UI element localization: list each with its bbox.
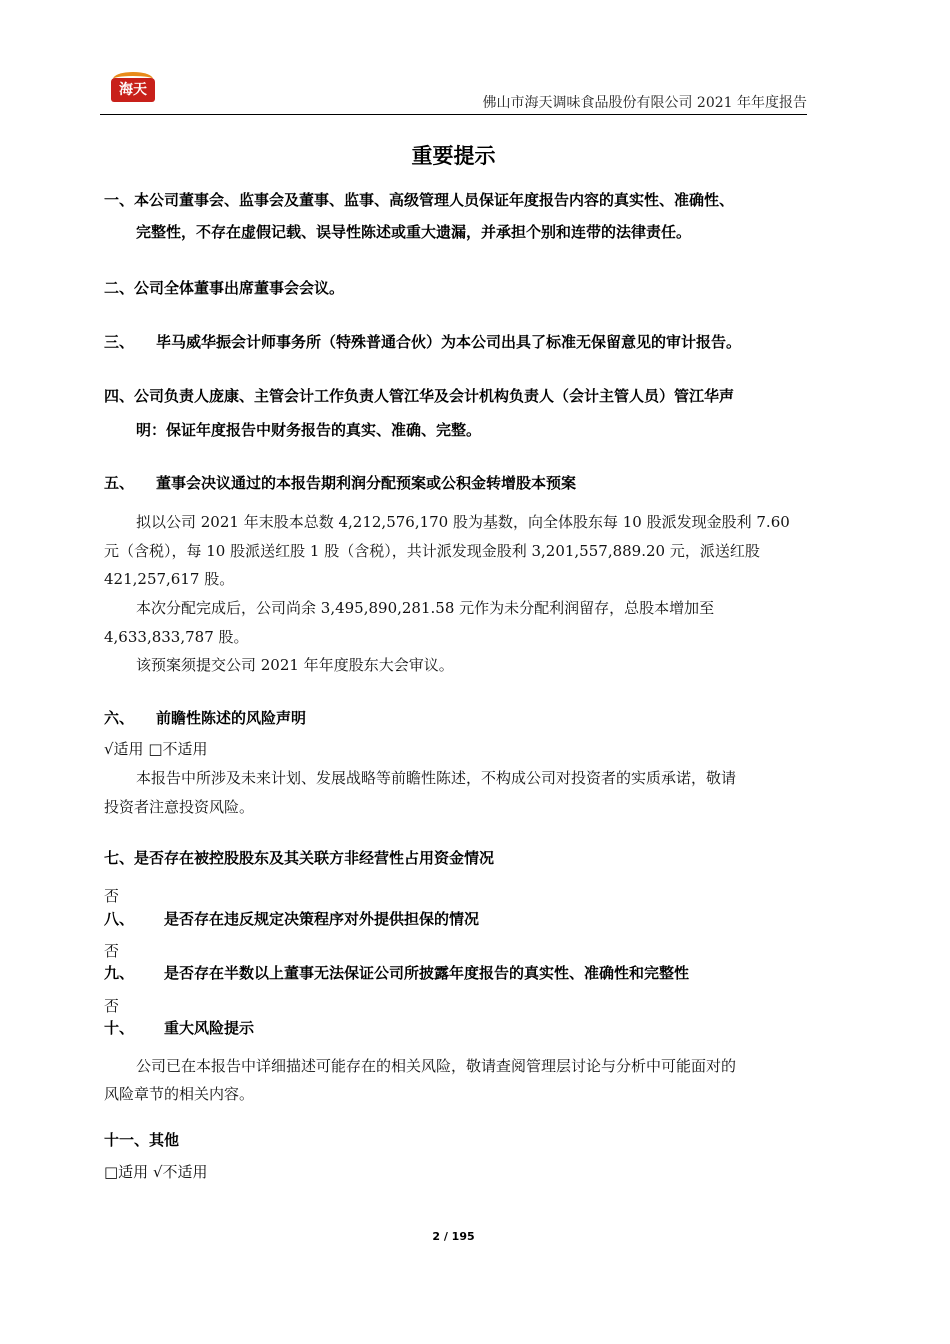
section-6-para-line1: 本报告中所涉及未来计划、发展战略等前瞻性陈述，不构成公司对投资者的实质承诺，敬请 bbox=[136, 769, 737, 787]
header-divider bbox=[100, 114, 807, 115]
section-2-number: 二、 bbox=[104, 279, 135, 297]
section-6-applicability-options: √适用 □不适用 bbox=[104, 740, 208, 758]
section-10-para-line2: 风险章节的相关内容。 bbox=[104, 1085, 255, 1103]
section-7-number: 七、 bbox=[104, 849, 135, 867]
page-number: 2 / 195 bbox=[432, 1230, 475, 1243]
section-5-para1-line1: 拟以公司 2021 年末股本总数 4,212,576,170 股为基数，向全体股东每 10 股派发现金股利 7.60 bbox=[136, 513, 790, 531]
company-logo-text: 海天 bbox=[119, 82, 147, 98]
section-7-answer: 否 bbox=[104, 887, 120, 905]
section-6-para-line2: 投资者注意投资风险。 bbox=[104, 798, 255, 816]
section-8-text: 是否存在违反规定决策程序对外提供担保的情况 bbox=[164, 910, 480, 928]
section-2-heading bbox=[104, 277, 344, 299]
section-5-para3: 该预案须提交公司 2021 年年度股东大会审议。 bbox=[136, 656, 454, 674]
section-9-heading bbox=[104, 962, 689, 984]
section-3-text: 毕马威华振会计师事务所（特殊普通合伙）为本公司出具了标准无保留意见的审计报告。 bbox=[156, 333, 742, 351]
section-6-heading bbox=[104, 707, 306, 729]
section-11-heading bbox=[104, 1129, 179, 1151]
section-11-applicability-options: □适用 √不适用 bbox=[104, 1163, 208, 1181]
section-1-line1: 本公司董事会、监事会及董事、监事、高级管理人员保证年度报告内容的真实性、准确性、 bbox=[134, 191, 735, 209]
section-5-heading bbox=[104, 472, 576, 494]
section-5-para2-line1: 本次分配完成后，公司尚余 3,495,890,281.58 元作为未分配利润留存，总股本增加至 bbox=[136, 599, 715, 617]
section-6-text: 前瞻性陈述的风险声明 bbox=[156, 709, 307, 727]
section-5-para2-line2: 4,633,833,787 股。 bbox=[104, 628, 249, 646]
section-10-text: 重大风险提示 bbox=[164, 1019, 255, 1037]
section-3-number: 三、 bbox=[104, 333, 135, 351]
section-9-answer: 否 bbox=[104, 997, 120, 1015]
section-10-para-line1: 公司已在本报告中详细描述可能存在的相关风险，敬请查阅管理层讨论与分析中可能面对的 bbox=[136, 1057, 737, 1075]
section-2-text: 公司全体董事出席董事会会议。 bbox=[134, 279, 345, 297]
section-7-heading bbox=[104, 847, 494, 869]
section-8-heading bbox=[104, 908, 479, 930]
page-title: 重要提示 bbox=[411, 144, 496, 168]
section-11-text: 其他 bbox=[149, 1131, 180, 1149]
section-5-text: 董事会决议通过的本报告期利润分配预案或公积金转增股本预案 bbox=[156, 474, 577, 492]
section-9-text: 是否存在半数以上董事无法保证公司所披露年度报告的真实性、准确性和完整性 bbox=[164, 964, 690, 982]
section-10-number: 十、 bbox=[104, 1019, 135, 1037]
section-4-line1: 公司负责人庞康、主管会计工作负责人管江华及会计机构负责人（会计主管人员）管江华声 bbox=[134, 387, 735, 405]
section-1-line2: 完整性，不存在虚假记载、误导性陈述或重大遗漏，并承担个别和连带的法律责任。 bbox=[136, 223, 692, 241]
section-3-heading bbox=[104, 331, 741, 353]
section-11-number: 十一、 bbox=[104, 1131, 150, 1149]
section-4-line2: 明：保证年度报告中财务报告的真实、准确、完整。 bbox=[136, 421, 482, 439]
section-8-number: 八、 bbox=[104, 910, 135, 928]
section-9-number: 九、 bbox=[104, 964, 135, 982]
section-5-number: 五、 bbox=[104, 474, 135, 492]
section-7-text: 是否存在被控股股东及其关联方非经营性占用资金情况 bbox=[134, 849, 495, 867]
section-5-para1-line3: 421,257,617 股。 bbox=[104, 570, 235, 588]
section-4-number: 四、 bbox=[104, 387, 135, 405]
section-8-answer: 否 bbox=[104, 942, 120, 960]
report-header-title: 佛山市海天调味食品股份有限公司 2021 年年度报告 bbox=[482, 95, 807, 111]
section-1-number: 一、 bbox=[104, 191, 135, 209]
section-4-heading bbox=[104, 385, 734, 407]
section-10-heading bbox=[104, 1017, 254, 1039]
section-1-heading bbox=[104, 189, 734, 211]
section-5-para1-line2: 元（含税），每 10 股派送红股 1 股（含税），共计派发现金股利 3,201,557,889.20 元，派送红股 bbox=[104, 542, 760, 560]
section-6-number: 六、 bbox=[104, 709, 135, 727]
